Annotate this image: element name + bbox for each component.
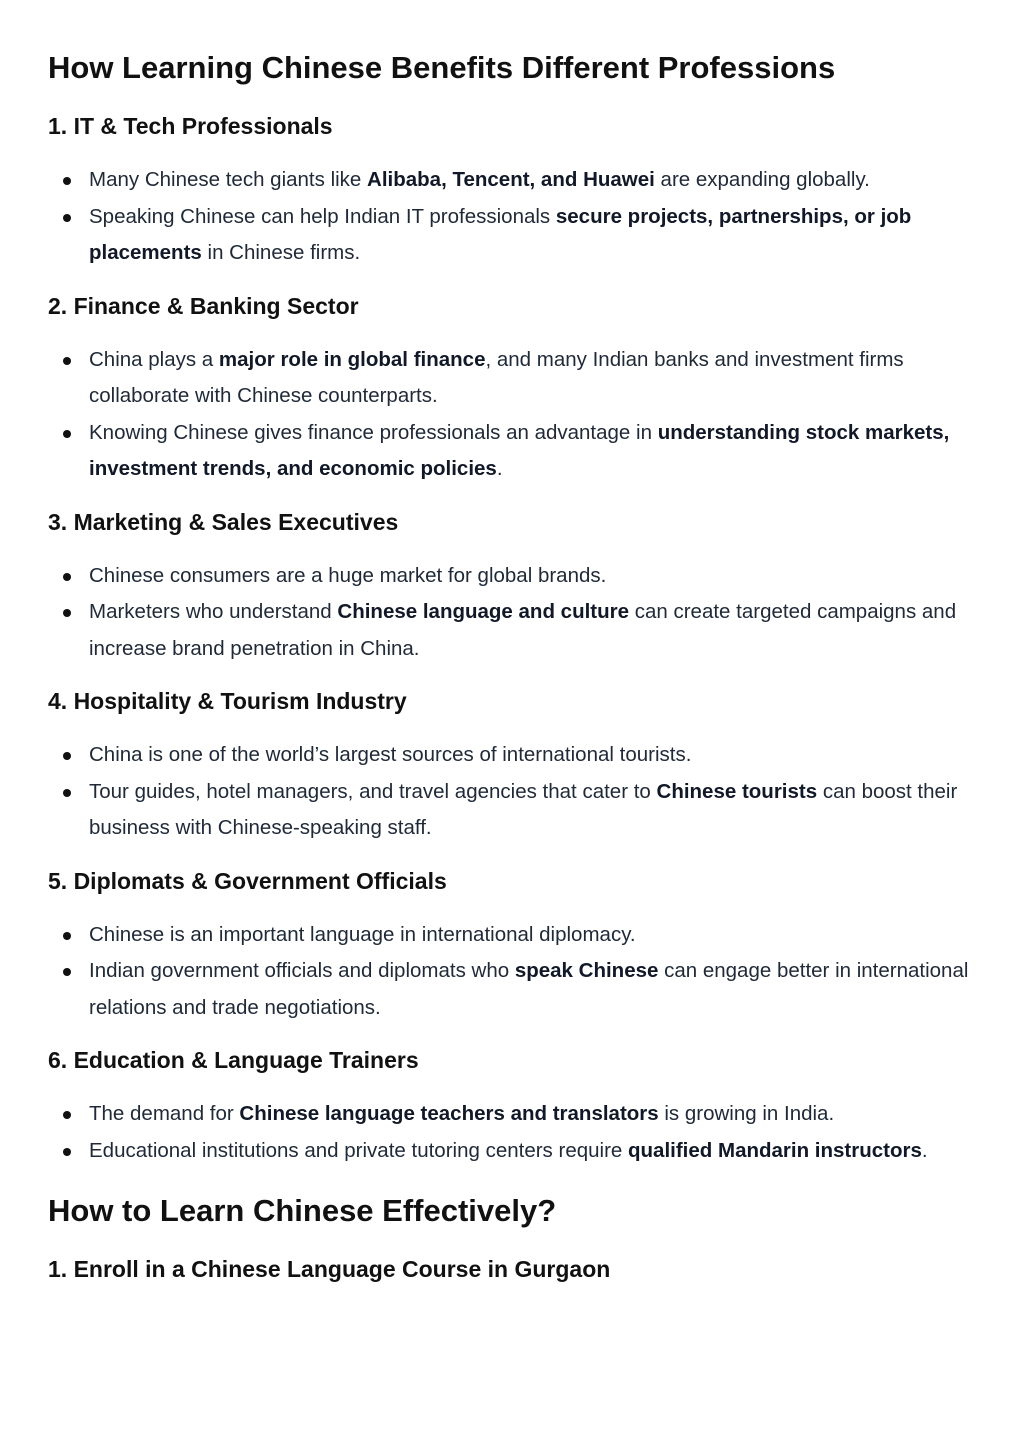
list-item: Marketers who understand Chinese language and culture can create targeted campaigns and increase brand penetration in China.	[48, 594, 976, 667]
bullet-icon	[63, 752, 71, 760]
bullet-icon	[63, 573, 71, 581]
list-item: Chinese consumers are a huge market for global brands.	[48, 558, 976, 595]
list-item: Chinese is an important language in international diplomacy.	[48, 917, 976, 954]
bullet-list-hospitality	[48, 737, 976, 847]
bullet-list-marketing	[48, 558, 976, 668]
list-item: Educational institutions and private tutoring centers require qualified Mandarin instructors.	[48, 1133, 976, 1170]
list-item: Indian government officials and diplomats who speak Chinese can engage better in international relations and trade negotiations.	[48, 953, 976, 1026]
section-heading-finance: 2. Finance & Banking Sector	[48, 292, 359, 319]
list-item: China is one of the world’s largest sources of international tourists.	[48, 737, 976, 774]
bullet-icon	[63, 968, 71, 976]
section-heading-enroll: 1. Enroll in a Chinese Language Course in Gurgaon	[48, 1256, 611, 1282]
bullet-icon	[63, 1148, 71, 1156]
list-item: Knowing Chinese gives finance professionals an advantage in understanding stock markets, investment trends, and economic policies.	[48, 415, 976, 488]
bullet-list-finance	[48, 342, 976, 488]
list-item: Tour guides, hotel managers, and travel agencies that cater to Chinese tourists can boost their business with Chinese-speaking staff.	[48, 774, 976, 847]
bullet-list-diplomats	[48, 917, 976, 1027]
section-heading-diplomats: 5. Diplomats & Government Officials	[48, 867, 447, 894]
bullet-icon	[63, 357, 71, 365]
bullet-list-education	[48, 1096, 976, 1169]
bullet-icon	[63, 1111, 71, 1119]
list-item: Speaking Chinese can help Indian IT professionals secure projects, partnerships, or job placements in Chinese firms.	[48, 199, 976, 272]
section-title-learn-effectively: How to Learn Chinese Effectively?	[48, 1193, 557, 1228]
bullet-icon	[63, 609, 71, 617]
bullet-icon	[63, 177, 71, 185]
bullet-icon	[63, 214, 71, 222]
bullet-icon	[63, 430, 71, 438]
bullet-icon	[63, 932, 71, 940]
list-item: Many Chinese tech giants like Alibaba, Tencent, and Huawei are expanding globally.	[48, 162, 976, 199]
section-heading-education: 6. Education & Language Trainers	[48, 1047, 419, 1073]
section-heading-it: 1. IT & Tech Professionals	[48, 113, 333, 139]
list-item: The demand for Chinese language teachers and translators is growing in India.	[48, 1096, 976, 1133]
section-heading-hospitality: 4. Hospitality & Tourism Industry	[48, 688, 407, 714]
page-title: How Learning Chinese Benefits Different Professions	[48, 50, 836, 85]
bullet-list-it	[48, 162, 976, 272]
bullet-icon	[63, 789, 71, 797]
list-item: China plays a major role in global finance, and many Indian banks and investment firms collaborate with Chinese counterparts.	[48, 342, 976, 415]
section-heading-marketing: 3. Marketing & Sales Executives	[48, 508, 399, 535]
